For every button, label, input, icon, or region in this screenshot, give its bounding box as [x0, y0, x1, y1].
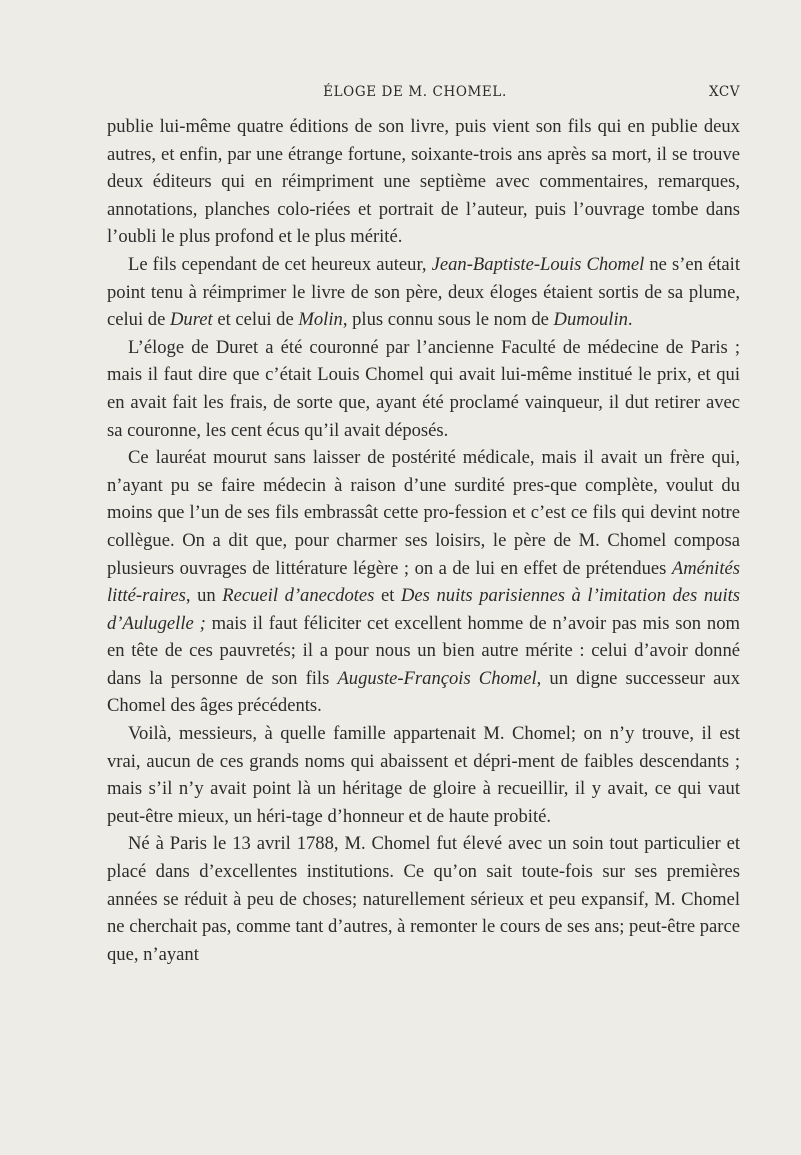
text-run: Le fils cependant de cet heureux auteur, [128, 253, 432, 275]
body-text [107, 113, 740, 968]
paragraph [107, 444, 740, 720]
text-run: Né à Paris le 13 avril 1788, M. Chomel fut élevé avec un soin tout particulier et placé dans d’excellentes institutions. Ce qu’on sait toute-fois sur ses premières années se réduit à peu de choses; naturellement sérieux et peu expansif, M. Chomel ne cherchait pas, comme tant d’autres, à remonter le cours de ses ans; peut-être parce que, n’ayant [107, 833, 740, 965]
paragraph [107, 720, 740, 830]
text-run: . [627, 309, 633, 331]
italic-text: Des nuits parisiennes à l’imitation des nuits d’Aulugelle ; [107, 585, 741, 634]
running-title: ÉLOGE DE M. CHOMEL. [323, 84, 507, 100]
text-run: et celui de [212, 309, 299, 331]
page-number: XCV [709, 84, 740, 100]
paragraph [107, 334, 740, 444]
italic-text: Aménités litté-raires [107, 557, 740, 607]
text-run: mais il faut féliciter cet excellent homme de n’avoir pas mis son nom en tête de ces pauvretés; il a pour nous un bien autre mérite : celui d’avoir donné dans la personne de son fils [107, 612, 740, 689]
italic-text: Molin [298, 309, 343, 331]
paragraph [107, 830, 740, 968]
italic-text: Duret [169, 309, 213, 331]
text-run: ne s’en était point tenu à réimprimer le livre de son père, deux éloges étaient sortis de sa plume, celui de [107, 253, 741, 331]
italic-text: Dumoulin [553, 309, 628, 331]
text-run: , plus connu sous le nom de [342, 309, 554, 331]
running-head [110, 84, 740, 108]
text-run: Ce lauréat mourut sans laisser de postérité médicale, mais il avait un frère qui, n’ayant pu se faire médecin à raison d’une surdité pres-que complète, voulut du moins que l’un de ses fils embrassât cette pro-fession et c’est ce fils qui devint notre collègue. On a dit que, pour charmer ses loisirs, le père de M. Chomel composa plusieurs ouvrages de littérature légère ; on a de lui en effet de prétendues [107, 447, 740, 579]
italic-text: Auguste-François Chomel [337, 667, 537, 689]
text-run: et [374, 585, 401, 607]
text-run: , un digne successeur aux Chomel des âges précédents. [107, 667, 741, 717]
text-run: L’éloge de Duret a été couronné par l’ancienne Faculté de médecine de Paris ; mais il faut dire que c’était Louis Chomel qui avait lui-même institué le prix, et qui en avait fait les frais, de sorte que, ayant été proclamé vainqueur, il dut retirer avec sa couronne, les cent écus qu’il avait déposés. [107, 336, 740, 441]
paragraph [107, 113, 740, 251]
text-run: publie lui-même quatre éditions de son livre, puis vient son fils qui en publie deux autres, et enfin, par une étrange fortune, soixante-trois ans après sa mort, il se trouve deux éditeurs qui en réimpriment une septième avec commentaires, remarques, annotations, planches colo-riées et portrait de l’auteur, puis l’ouvrage tombe dans l’oubli le plus profond et le plus mérité. [107, 116, 740, 248]
italic-text: Jean-Baptiste-Louis Chomel [431, 253, 645, 275]
text-run: , un [185, 585, 223, 607]
text-run: Voilà, messieurs, à quelle famille appartenait M. Chomel; on n’y trouve, il est vrai, aucun de ces grands noms qui abaissent et dépri-ment de faibles descendants ; mais s’il n’y avait point là un héritage de gloire à recueillir, il y avait, ce qui vaut peut-être mieux, un héri-tage d’honneur et de haute probité. [107, 723, 740, 827]
paragraph [107, 251, 740, 334]
italic-text: Recueil d’anecdotes [222, 585, 375, 607]
